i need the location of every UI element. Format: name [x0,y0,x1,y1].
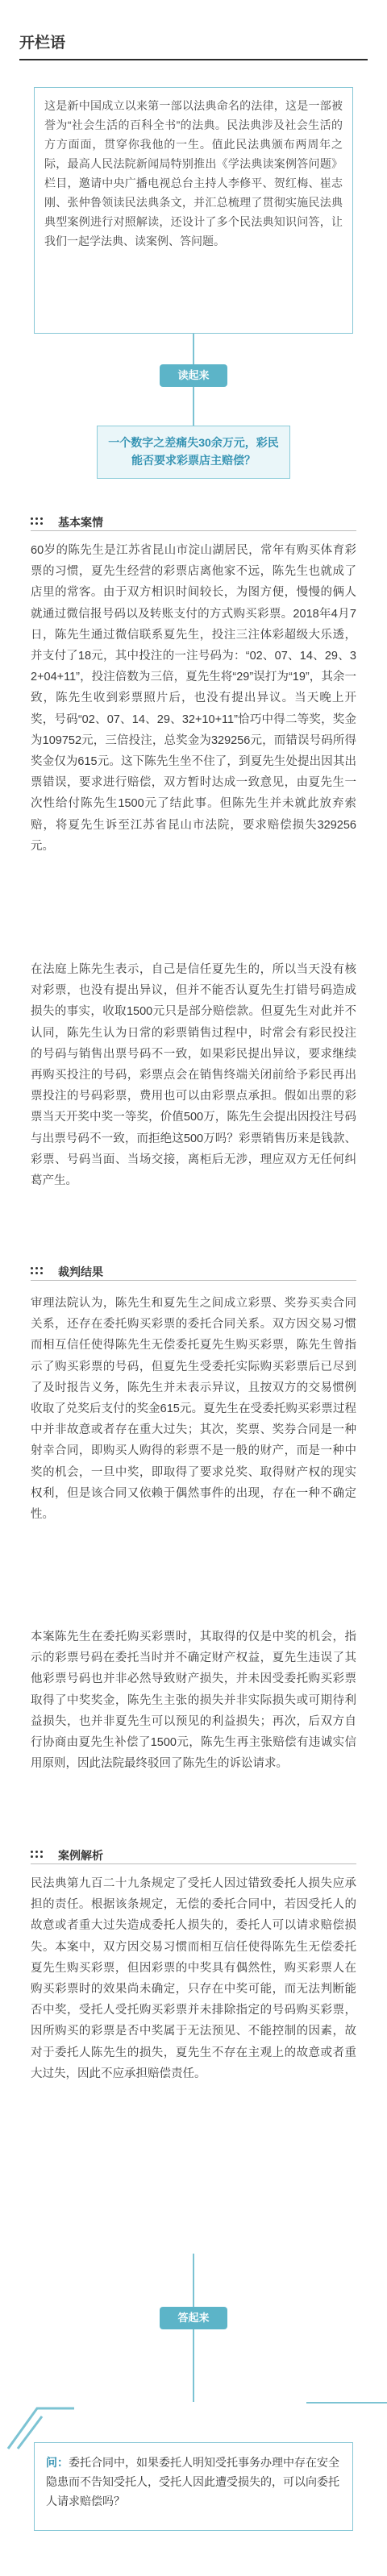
intro-box [34,87,353,334]
paragraph: 在法庭上陈先生表示，自己是信任夏先生的，所以当天没有核对彩票，也没有提出异议，但并不能否认夏先生打错号码造成损失的事实，收取1500元只是部分赔偿款。但夏先生对此并不认同，陈先生认为日常的彩票销售过程中，时常会有彩民投注的号码与销售出票号码不一致，如果彩民提出异议，要求继续再购买投注的号码，彩票点会在销售终端关闭前给予彩民再出票投注的号码彩票，费用也可以由彩票点承担。假如出票的彩票当天开奖中奖一等奖，价值500万，陈先生会提出因投注号码与出票号码不一致，而拒绝这500万吗？彩票销售历来是钱款、彩票、号码当面、当场交接，离柜后无涉，理应双方无任何纠葛产生。 [31,963,356,1188]
case-subtitle-box [97,426,290,479]
paragraph: 60岁的陈先生是江苏省昆山市淀山湖居民，常年有购买体育彩票的习惯，夏先生经营的彩票店离他家不远，陈先生也就成了店里的常客。由于双方相识时间较长，为图方便，慢慢的俩人就通过微信报号码以及转账支付的方式购买彩票。2018年4月7日，陈先生通过微信联系夏先生，投注三注体彩超级大乐透，并支付了18元，其中投注的一注号码为：“02、07、14、29、32+04+11”，投注倍数为三倍，夏先生将“29”误打为“19”，其余一致，陈先生收到彩票照片后，也没有提出异议。当天晚上开奖，号码“02、07、14、29、32+10+11”恰巧中得二等奖，奖金为109752元，三倍投注，总奖金为329256元，而错误号码所得奖金仅为615元。这下陈先生坐不住了，到夏先生处提出因其出票错误，要求进行赔偿，双方暂时达成一致意见，由夏先生一次性给付陈先生1500元了结此事。但陈先生并未就此放弃索赔，将夏先生诉至江苏省昆山市法院，要求赔偿损失329256元。 [31,544,356,853]
dots-icon [31,1851,48,1859]
intro-text: 这是新中国成立以来第一部以法典命名的法律，这是一部被誉为“社会生活的百科全书”的法典。民法典涉及社会生活的方方面面，贯穿你我他的一生。值此民法典颁布两周年之际，最高人民法院新闻局特别推出《学法典读案例答问题》栏目，邀请中央广播电视总台主持人李修平、贺红梅、崔志刚、张仲鲁领读民法典条文，并汇总梳理了贯彻实施民法典典型案例进行对照解读，还设计了多个民法典知识问答，让我们一起学法典、读案例、答问题。 [44,99,343,247]
paragraph: 审理法院认为，陈先生和夏先生之间成立彩票、奖券买卖合同关系，还存在委托购买彩票的委托合同关系。双方因交易习惯而相互信任使得陈先生无偿委托夏先生购买彩票，陈先生曾指示了购买彩票的号码，但夏先生受委托实际购买彩票后已尽到了及时报告义务，陈先生并未表示异议，且按双方的交易惯例收取了兑奖后支付的奖金615元。夏先生在受委托购买彩票过程中并非故意或者存在重大过失；其次，奖票、奖券合同是一种射幸合同，即购买人购得的彩票不是一般的财产，而是一种中奖的机会，一旦中奖，即取得了要求兑奖、取得财产权的现实权利，但是该合同又依赖于偶然事件的出现，存在一种不确定性。 [31,1297,356,1522]
section-title: 裁判结果 [58,1265,103,1278]
column-header [19,31,368,60]
section-title: 案例解析 [58,1849,103,1862]
paragraph: 本案陈先生在委托购买彩票时，其取得的仅是中奖的机会，指示的彩票号码在委托当时并不确定财产权益，夏先生违误了其他彩票号码也并非必然导致财产损失，并未因受委托购买彩票取得了中奖奖金，陈先生主张的损失并非实际损失或可期待利益损失，也并非夏先生可以预见的利益损失；再次，后双方自行协商由夏先生补偿了1500元，陈先生再主张赔偿有违诚实信用原则，因此法院最终驳回了陈先生的诉讼请求。 [31,1631,356,1771]
section-header-basic-facts [31,513,356,532]
connector-line [193,2254,194,2307]
qa-question-text: 委托合同中，如果委托人明知受托事务办理中存在安全隐患而不告知受托人，受托人因此遭受损失的，可以向委托人请求赔偿吗？ [46,2456,339,2507]
qa-question [35,2443,352,2520]
dots-icon [31,517,48,526]
dots-icon [31,1267,48,1275]
column-title: 开栏语 [19,35,66,52]
section-divider [31,1280,356,1281]
qa-box [34,2442,353,2531]
section-title: 基本案情 [58,516,103,529]
connector-line [193,387,194,426]
section-divider [31,1863,356,1864]
paragraph: 民法典第九百二十九条规定了受托人因过错致委托人损失应承担的责任。根据该条规定，无偿的委托合同中，若因受托人的故意或者重大过失造成委托人损失的，委托人可以请求赔偿损失。本案中，双方因交易习惯而相互信任使得陈先生无偿委托夏先生购买彩票，但因彩票的中奖具有偶然性，购买彩票人在购买彩票时的效果尚未确定，只存在中奖可能，而无法判断能否中奖，受托人受托购买彩票并未排除指定的号码购买彩票，因所购买的彩票是否中奖属于无法预见、不能控制的因素，故对于委托人陈先生的损失，夏先生不存在主观上的故意或者重大过失，因此不应承担赔偿责任。 [31,1877,356,2080]
section-header-analysis [31,1846,356,1865]
section-header-judgment [31,1262,356,1282]
connector-line [193,2329,194,2402]
answer-button[interactable]: 答起来 [160,2307,227,2329]
qa-label: 问： [46,2456,69,2469]
section-divider [31,530,356,531]
decor-line [306,2402,387,2408]
case-subtitle: 一个数字之差痛失30余万元，彩民能否要求彩票店主赔偿？ [108,436,279,467]
connector-line [193,334,194,364]
read-case-button[interactable]: 读起来 [160,364,227,387]
header-divider [19,59,368,60]
